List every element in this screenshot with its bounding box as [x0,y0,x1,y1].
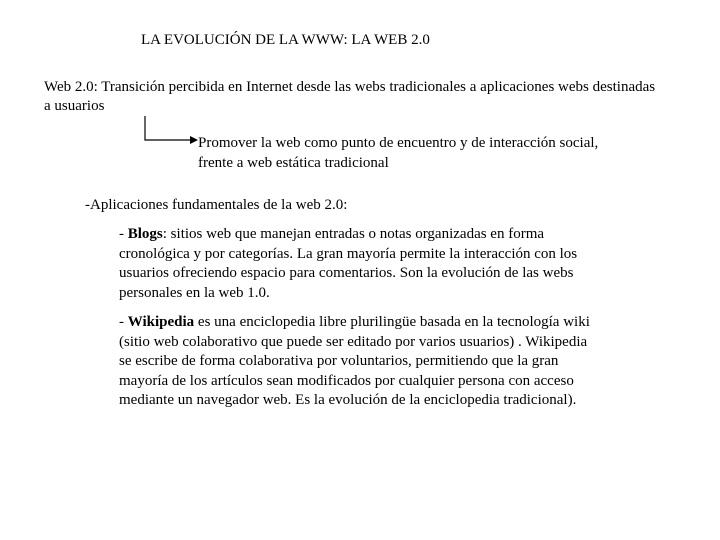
item-term: Wikipedia [127,314,195,330]
item-prefix: - [119,226,128,242]
list-item-blogs [119,225,599,303]
list-item-wikipedia [119,313,599,411]
item-term: Blogs [127,226,163,242]
page-title: LA EVOLUCIÓN DE LA WWW: LA WEB 2.0 [141,32,430,48]
applications-heading: -Aplicaciones fundamentales de la web 2.0: [85,197,348,213]
intro-paragraph: Web 2.0: Transición percibida en Internet desde las webs tradicionales a aplicaciones webs destinadas a usuarios [44,79,656,114]
item-prefix: - [119,314,128,330]
item-description: : sitios web que manejan entradas o notas organizadas en forma cronológica y por categorías. La gran mayoría permite la interacción con los usuarios ofreciendo espacio para comentarios. Son la evolución de las webs personales en la web 1.0. [119,226,578,301]
promote-paragraph: Promover la web como punto de encuentro y de interacción social, frente a web estática tradicional [198,135,599,171]
item-description: es una enciclopedia libre plurilingüe basada en la tecnología wiki (sitio web colaborativo que puede ser editado por varios usuarios) . Wikipedia se escribe de forma colaborativa por voluntarios, permitiendo que la gran mayoría de los artículos sean modificados por cualquier persona con acceso mediante un navegador web. Es la evolución de la enciclopedia tradicional). [119,314,590,408]
elbow-arrow-right-icon [140,114,200,146]
